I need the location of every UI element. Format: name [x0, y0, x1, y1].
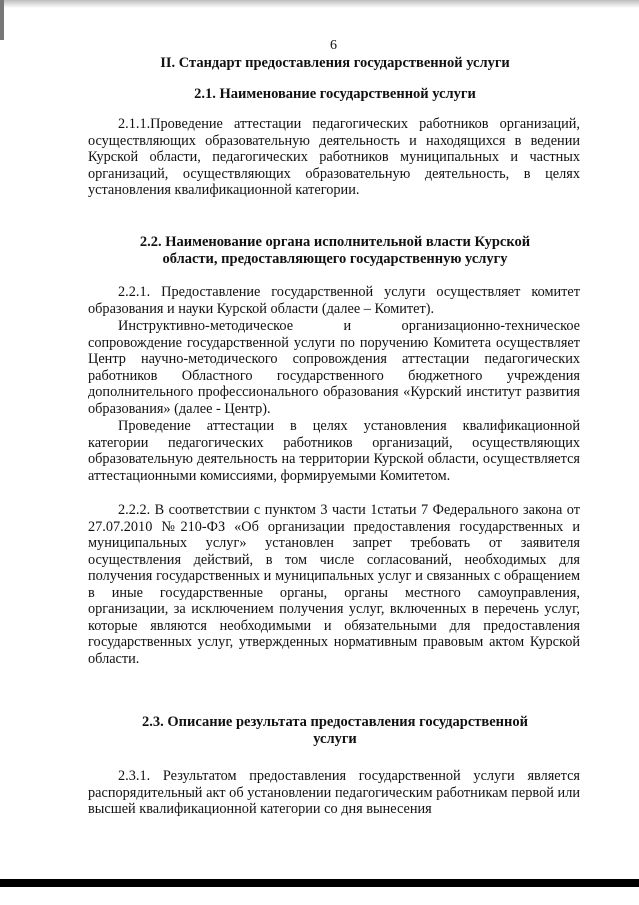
scan-bottom-edge	[0, 879, 639, 887]
paragraph-2-2-2: 2.2.2. В соответствии с пунктом 3 части 1статьи 7 Федерального закона от 27.07.2010 №210-ФЗ «Об организации предоставления государственных и муниципальных услуг» установлен запрет требовать от заявителя осуществления действий, в том числе согласований, необходимых для получения государственных и муниципальных услуг и связанных с обращением в иные государственные органы, органы местного самоуправления, организации, за исключением получения услуг, включенных в перечень услуг, которые являются необходимыми и обязательными для предоставления государственных услуг, утвержденных нормативным правовым актом Курской области.	[88, 502, 580, 667]
subsection-2-3-title-line-2: услуги	[313, 731, 357, 747]
paragraph-2-2-1: 2.2.1. Предоставление государственной услуги осуществляет комитет образования и науки Курской области (далее – Комитет).	[88, 284, 580, 317]
scan-top-edge	[0, 0, 639, 8]
subsection-2-3-title	[90, 714, 580, 748]
subsection-2-1-title: 2.1. Наименование государственной услуги	[194, 86, 476, 102]
paragraph-2-3-1: 2.3.1. Результатом предоставления государственной услуги является распорядительный акт об установлении педагогическим работникам первой или высшей квалификационной категории со дня вынесения	[88, 768, 580, 817]
subsection-2-2-title-line-2: области, предоставляющего государственную услугу	[162, 251, 508, 267]
page-number: 6	[330, 38, 337, 53]
subsection-2-3-title-line-1: 2.3. Описание результата предоставления государственной	[142, 714, 528, 730]
paragraph-2-2-commissions: Проведение аттестации в целях установления квалификационной категории педагогических работников организаций, осуществляющих образовательную деятельность на территории Курской области, осуществляется аттестационными комиссиями, формируемыми Комитетом.	[88, 418, 580, 484]
section-title: II. Стандарт предоставления государственной услуги	[160, 55, 510, 71]
paragraph-2-1-1: 2.1.1.Проведение аттестации педагогических работников организаций, осуществляющих образовательную деятельность и находящихся в ведении Курской области, педагогических работников муниципальных и частных организаций, осуществляющих образовательную деятельность, в целях установления квалификационной категории.	[88, 116, 580, 198]
scan-left-edge	[0, 0, 4, 40]
paragraph-2-2-support: Инструктивно-методическое и организационно-техническое сопровождение государственной услуги по поручению Комитета осуществляет Центр научно-методического сопровождения аттестации педагогических работников Областного государственного бюджетного учреждения дополнительного профессионального образования «Курский институт развития образования» (далее - Центр).	[88, 318, 580, 417]
subsection-2-2-title	[90, 234, 580, 268]
subsection-2-2-title-line-1: 2.2. Наименование органа исполнительной власти Курской	[139, 234, 531, 250]
